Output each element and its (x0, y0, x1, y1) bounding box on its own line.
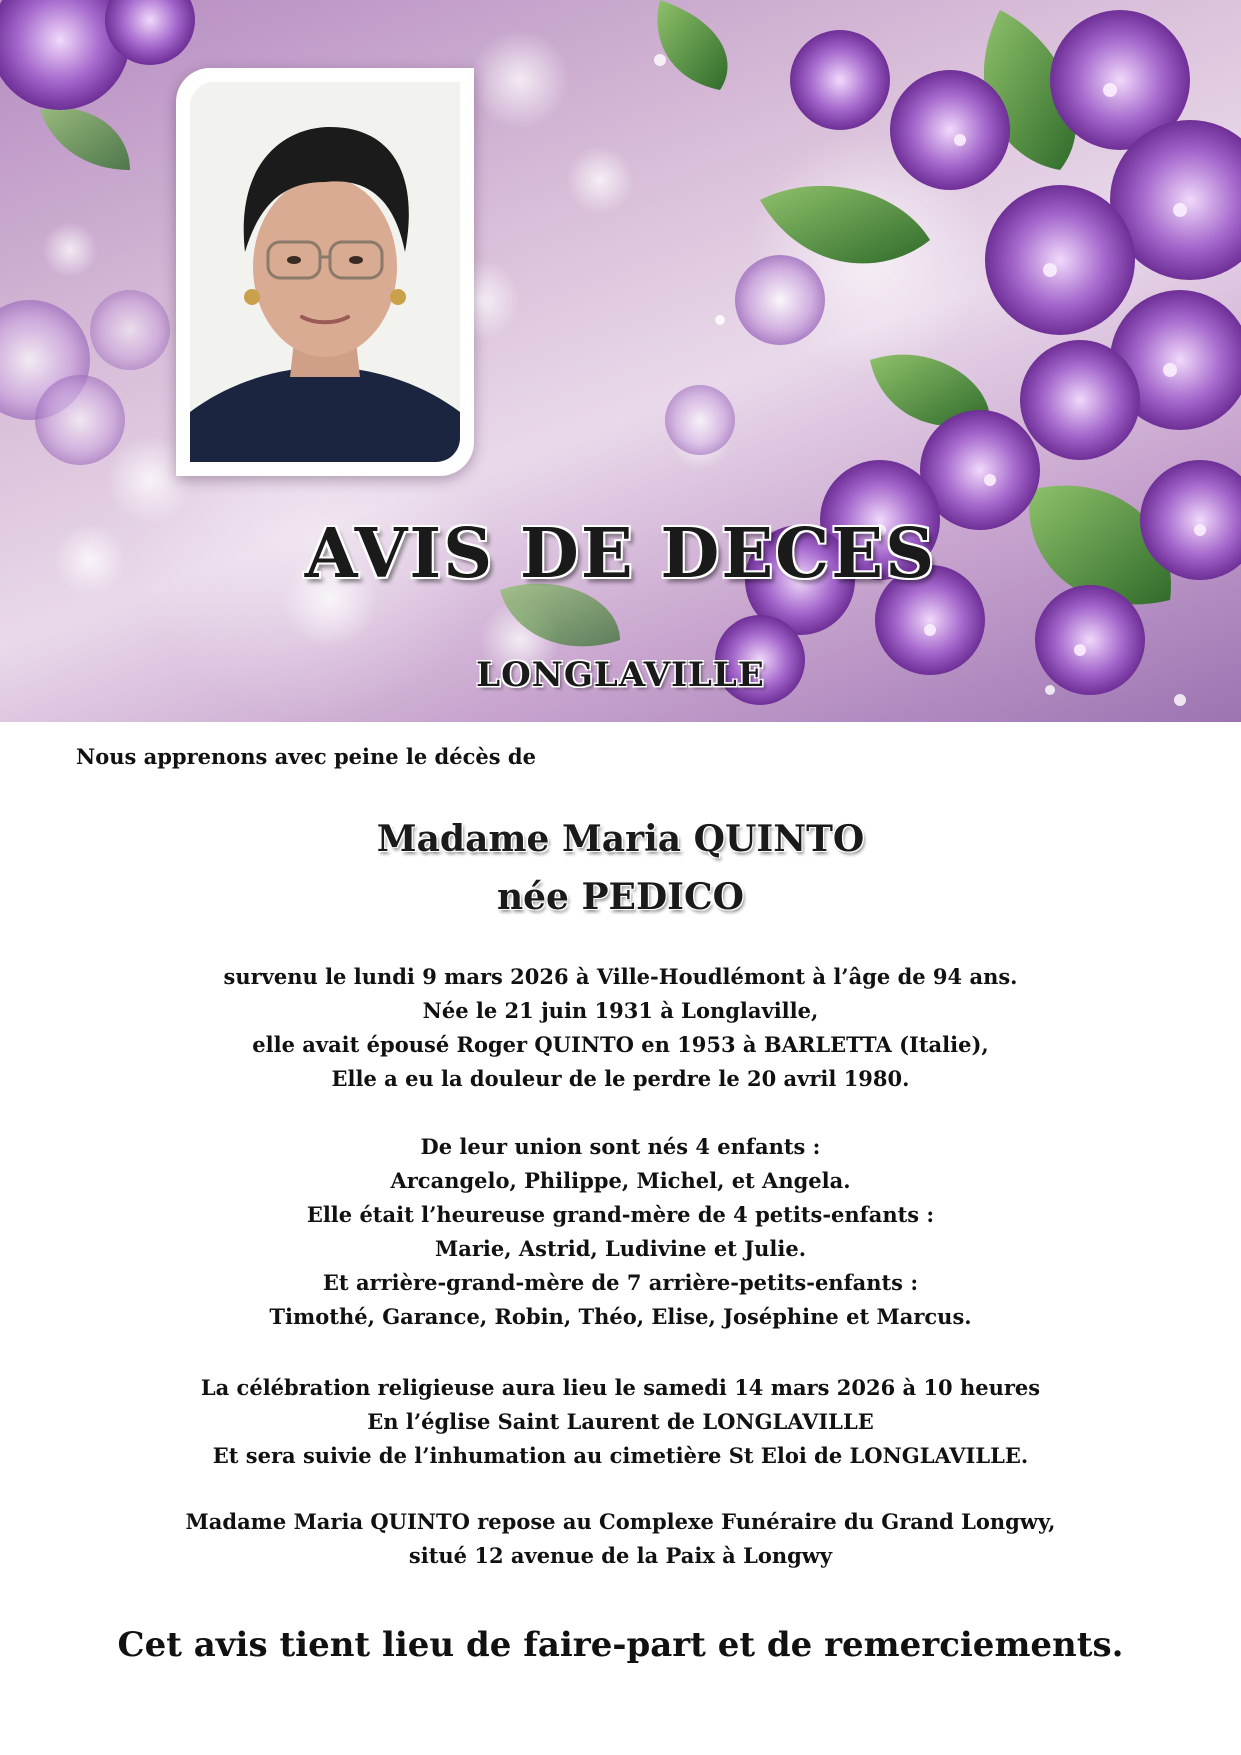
text-line: Elle a eu la douleur de le perdre le 20 avril 1980. (331, 1066, 910, 1091)
text-line: situé 12 avenue de la Paix à Longwy (408, 1543, 833, 1568)
deceased-name: Madame Maria QUINTO (376, 818, 865, 860)
closing-statement: Cet avis tient lieu de faire-part et de remerciements. (117, 1625, 1124, 1665)
lilac-cluster-left (0, 0, 195, 465)
portrait-frame (176, 68, 474, 476)
text-line: Marie, Astrid, Ludivine et Julie. (434, 1236, 807, 1261)
paragraph-death-info (0, 960, 1241, 1096)
text-line: De leur union sont nés 4 enfants : (420, 1134, 821, 1159)
page-title: AVIS DE DECES (304, 514, 937, 594)
paragraph-ceremony (0, 1371, 1241, 1473)
paragraph-funeral-home (0, 1505, 1241, 1573)
text-line: Timothé, Garance, Robin, Théo, Elise, Joséphine et Marcus. (269, 1304, 972, 1329)
text-line: elle avait épousé Roger QUINTO en 1953 à BARLETTA (Italie), (252, 1032, 989, 1057)
lilac-banner (0, 0, 1241, 722)
intro-text: Nous apprenons avec peine le décès de (76, 744, 536, 769)
text-line: Et arrière-grand-mère de 7 arrière-petits-enfants : (322, 1270, 919, 1295)
portrait-photo (190, 82, 460, 462)
text-line: survenu le lundi 9 mars 2026 à Ville-Houdlémont à l’âge de 94 ans. (223, 964, 1018, 989)
paragraph-family (0, 1130, 1241, 1334)
text-line: En l’église Saint Laurent de LONGLAVILLE (367, 1409, 874, 1434)
text-line: La célébration religieuse aura lieu le samedi 14 mars 2026 à 10 heures (200, 1375, 1041, 1400)
text-line: Madame Maria QUINTO repose au Complexe Funéraire du Grand Longwy, (185, 1509, 1056, 1534)
text-line: Née le 21 juin 1931 à Longlaville, (422, 998, 819, 1023)
text-line: Arcangelo, Philippe, Michel, et Angela. (390, 1168, 851, 1193)
text-line: Et sera suivie de l’inhumation au cimetière St Eloi de LONGLAVILLE. (212, 1443, 1029, 1468)
town-name: LONGLAVILLE (476, 655, 765, 695)
maiden-name: née PEDICO (496, 876, 745, 918)
text-line: Elle était l’heureuse grand-mère de 4 petits-enfants : (306, 1202, 935, 1227)
